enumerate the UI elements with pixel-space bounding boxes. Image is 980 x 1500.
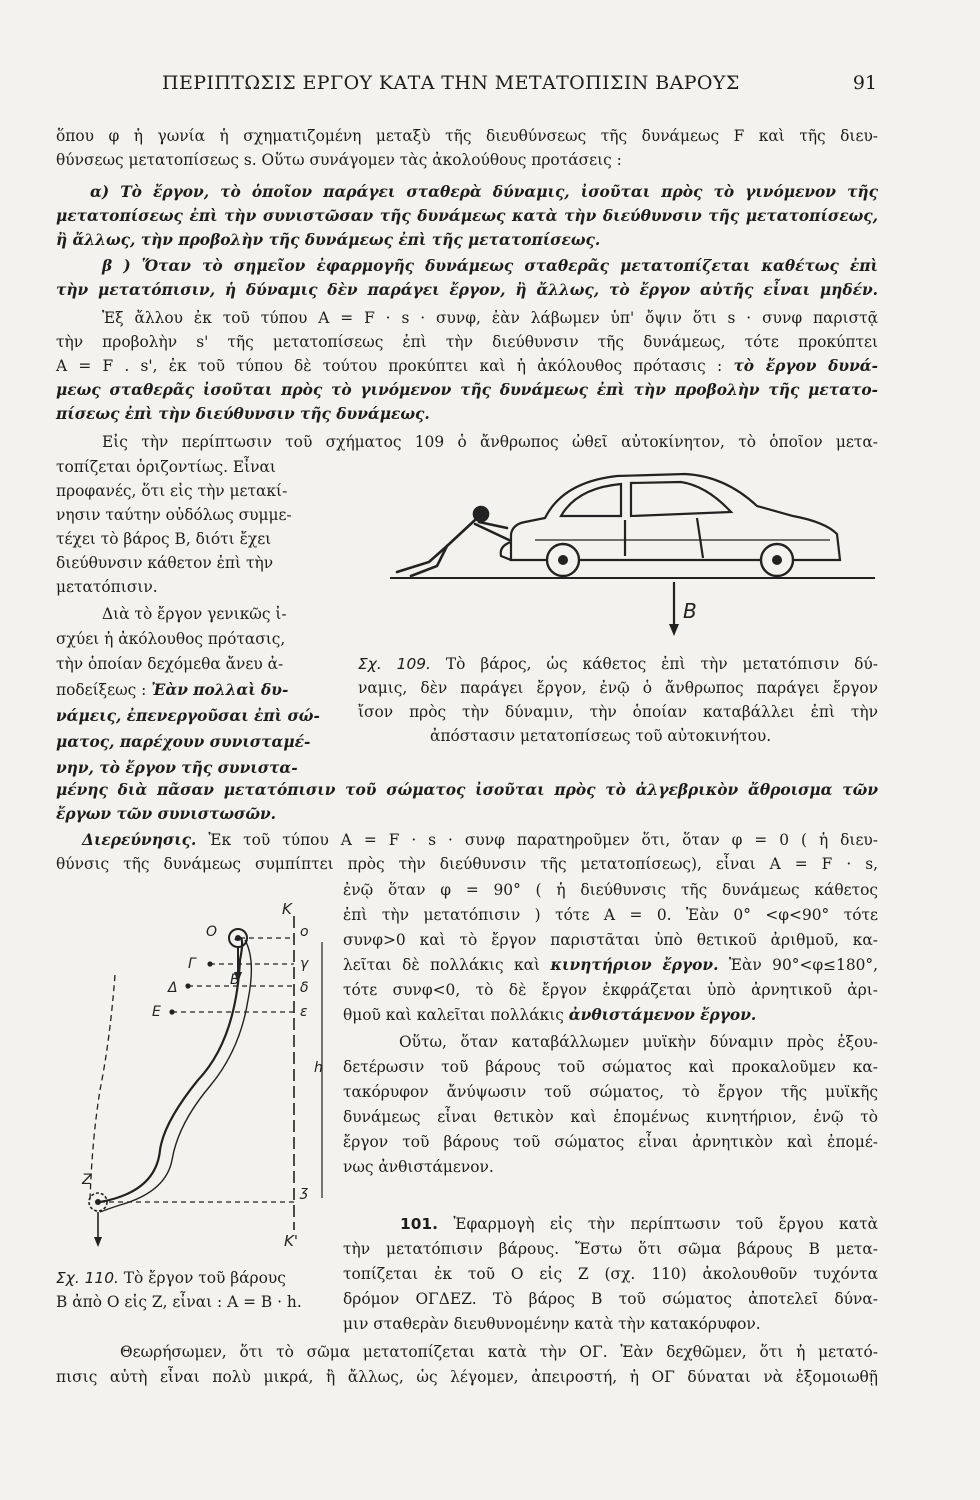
- general-line-4-bold: Ἐὰν πολλαὶ δυ-: [151, 681, 289, 699]
- weight-label-b: B: [683, 599, 697, 623]
- proposition-a-line-2: μετατοπίσεως ἐπὶ τὴν συνιστῶσαν τῆς δυνάμεως κατὰ τὴν διεύθυνσιν τῆς μετατοπίσεως,: [56, 207, 878, 225]
- general-line-4-text: ποδείξεως :: [56, 681, 147, 699]
- discussion-line-4: ἐπὶ τὴν μετατόπισιν ) τότε A = 0. Ἐὰν 0° <φ<90° τότε: [343, 906, 878, 924]
- muscle-line-4: δυνάμεως εἶναι θετικὸν καὶ ἑπομένως κινητήριον, ἐνῷ τὸ: [343, 1108, 878, 1126]
- discussion-label: Διερεύνησις.: [82, 831, 197, 849]
- muscle-line-2: δετέρωσιν τοῦ βάρους τοῦ σώματος καὶ προκαλοῦμεν κα-: [343, 1058, 878, 1076]
- label-e: E: [152, 1004, 161, 1020]
- proposition-a-line-1: α) Τὸ ἔργον, τὸ ὁποῖον παράγει σταθερὰ δύναμις, ἰσοῦται πρὸς τὸ γινόμενον τῆς: [90, 183, 878, 201]
- proposition-a-line-3: ἢ ἄλλως, τὴν προβολὴν τῆς δυνάμεως ἐπὶ τῆς μετατοπίσεως.: [56, 231, 601, 249]
- pushing-man-drawing: [397, 507, 509, 576]
- discussion-line-5: συνφ>0 καὶ τὸ ἔργον παριστᾶται ὑπὸ θετικοῦ ἀριθμοῦ, κα-: [343, 931, 878, 949]
- formula-paragraph-line-2: τὴν προβολὴν s' τῆς μετατοπίσεως ἐπὶ τὴν διεύθυνσιν τῆς δυνάμεως, τότε προκύπτει: [56, 333, 878, 351]
- figure-110-illustration: [60, 900, 345, 1265]
- figure-109-caption-line-4: ἀπόστασιν μετατοπίσεως τοῦ αὐτοκινήτου.: [430, 727, 772, 745]
- muscle-line-6: νως ἀνθιστάμενον.: [343, 1158, 494, 1176]
- section-101-line-5: μιν σταθερὰν διευθυνομένην κατὰ τὴν κατακόρυφον.: [343, 1315, 761, 1333]
- car-paragraph-line-3: προφανές, ὅτι εἰς τὴν μετακί-: [56, 482, 288, 500]
- label-delta: Δ: [168, 980, 178, 996]
- discussion-line-8-bold: ἀνθιστάμενον ἔργον.: [568, 1006, 757, 1024]
- discussion-line-2: θύνσις τῆς δυνάμεως συμπίπτει πρὸς τὴν διεύθυνσιν τῆς μετατοπίσεως), εἶναι A = F · s,: [56, 855, 878, 873]
- intro-line-1: ὅπου φ ἡ γωνία ἡ σχηματιζομένη μεταξὺ τῆς διευθύνσεως τῆς δυνάμεως F καὶ τῆς διευ-: [56, 127, 878, 145]
- figure-109-illustration: [385, 460, 885, 640]
- formula-paragraph-line-3-text: A = F . s', ἐκ τοῦ τύπου δὲ τούτου προκύπτει καὶ ἡ ἀκόλουθος πρότασις :: [56, 357, 723, 375]
- running-header: [0, 72, 980, 102]
- figure-109-caption-label: Σχ. 109.: [358, 655, 431, 673]
- section-101-line-1: [400, 1212, 878, 1236]
- label-k-prime: K': [284, 1232, 298, 1250]
- figure-109-caption-text-1: Τὸ βάρος, ὡς κάθετος ἐπὶ τὴν μετατόπισιν δύ-: [445, 655, 878, 673]
- proposition-b-line-1: β ) Ὅταν τὸ σημεῖον ἐφαρμογῆς δυνάμεως σταθερᾶς μετατοπίζεται καθέτως ἐπὶ: [102, 257, 878, 275]
- figure-110-caption-line-1: [56, 1266, 286, 1290]
- label-o-small: o: [300, 924, 309, 940]
- page-title: ΠΕΡΙΠΤΩΣΙΣ ΕΡΓΟΥ ΚΑΤΑ ΤΗΝ ΜΕΤΑΤΟΠΙΣΙΝ ΒΑΡΟΥΣ: [162, 72, 740, 94]
- formula-paragraph-line-1: Ἐξ ἄλλου ἐκ τοῦ τύπου A = F · s · συνφ, ἐὰν λάβωμεν ὑπ' ὄψιν ὅτι s · συνφ παριστᾷ: [102, 309, 878, 327]
- general-wide-line-2: ἔργων τῶν συνιστωσῶν.: [56, 805, 277, 823]
- general-line-2: σχύει ἡ ἀκόλουθος πρότασις,: [56, 630, 286, 648]
- level-lines: [100, 938, 294, 1202]
- discussion-line-1: [56, 828, 878, 852]
- weight-arrow-b: [669, 582, 679, 636]
- label-epsilon-small: ε: [300, 1004, 308, 1020]
- figure-109-caption-line-3: ἴσον πρὸς τὴν δύναμιν, τὴν ὁποίαν καταβάλλει ἐπὶ τὴν: [358, 703, 878, 721]
- discussion-line-7: τότε συνφ<0, τὸ δὲ ἔργον ἐκφράζεται ὑπὸ ἀρνητικοῦ ἀρι-: [343, 981, 878, 999]
- muscle-line-5: ἔργον τοῦ βάρους τοῦ σώματος εἶναι ἀρνητικὸν καὶ ἐπομέ-: [343, 1133, 878, 1151]
- label-k: K: [282, 900, 292, 918]
- figure-109-caption-line-2: ναμις, δὲν παράγει ἔργον, ἐνῷ ὁ ἄνθρωπος παράγει ἔργον: [358, 679, 878, 697]
- proposition-b-line-2: τὴν μετατόπισιν, ἡ δύναμις δὲν παράγει ἔργον, ἢ ἄλλως, τὸ ἔργον αὐτῆς εἶναι μηδέν.: [56, 281, 878, 299]
- label-gamma-small: γ: [300, 956, 309, 972]
- car-drawing: [501, 474, 840, 560]
- section-101-wide-line-1: Θεωρήσωμεν, ὅτι τὸ σῶμα μετατοπίζεται κατὰ τὴν ΟΓ. Ἐὰν δεχθῶμεν, ὅτι ἡ μετατό-: [120, 1343, 878, 1361]
- section-101-wide-line-2: πισις αὐτὴ εἶναι πολὺ μικρά, ἢ ἄλλως, ὡς λέγομεν, ἀπειροστή, ἡ ΟΓ δύναται νὰ ἐξομοιωθῇ: [56, 1368, 878, 1386]
- general-line-4: [56, 678, 288, 702]
- formula-paragraph-line-3: [56, 354, 878, 378]
- label-b-fig110: B: [230, 972, 240, 988]
- discussion-line-6: [343, 953, 878, 977]
- label-gamma: Γ: [188, 956, 196, 972]
- car-paragraph-line-4: νησιν ταύτην οὐδόλως συμμε-: [56, 506, 292, 524]
- section-101-number: 101.: [400, 1215, 438, 1233]
- section-101-line-3: τοπίζεται ἐκ τοῦ Ο εἰς Ζ (σχ. 110) ἀκολουθοῦν τυχόντα: [343, 1265, 878, 1283]
- car-paragraph-line-5: τέχει τὸ βάρος Β, διότι ἔχει: [56, 530, 272, 548]
- label-z-small: ʒ: [300, 1184, 309, 1200]
- car-paragraph-line-1: Εἰς τὴν περίπτωσιν τοῦ σχήματος 109 ὁ ἄνθρωπος ὠθεῖ αὐτοκίνητον, τὸ ὁποῖον μετα-: [102, 433, 878, 451]
- label-z: Z: [82, 1172, 92, 1188]
- dashed-construction-line: [90, 975, 115, 1200]
- figure-110-caption-text-1: Τὸ ἔργον τοῦ βάρους: [123, 1269, 286, 1287]
- car-paragraph-line-6: διεύθυνσιν κάθετον ἐπὶ τὴν: [56, 554, 274, 572]
- general-line-5: νάμεις, ἐπενεργοῦσαι ἐπὶ σώ-: [56, 707, 320, 725]
- car-paragraph-line-7: μετατόπισιν.: [56, 578, 158, 596]
- formula-paragraph-line-4: μεως σταθερᾶς ἰσοῦται πρὸς τὸ γινόμενον τῆς δυνάμεως ἐπὶ τὴν προβολὴν τῆς μετατο-: [56, 381, 878, 399]
- discussion-line-3: ἐνῷ ὅταν φ = 90° ( ἡ διεύθυνσις τῆς δυνάμεως κάθετος: [343, 881, 878, 899]
- body-center-o: [235, 935, 241, 941]
- discussion-line-6-text: λεῖται δὲ πολλάκις καὶ: [343, 956, 541, 974]
- car-paragraph-line-2: τοπίζεται ὁριζοντίως. Εἶναι: [56, 458, 276, 476]
- intro-line-2: θύνσεως μετατοπίσεως s. Οὕτω συνάγομεν τὰς ἀκολούθους προτάσεις :: [56, 151, 622, 169]
- page-number: 91: [852, 72, 877, 94]
- weight-arrow-b-at-z: [94, 1212, 102, 1247]
- discussion-line-6-bold: κινητήριον ἔργον.: [550, 956, 719, 974]
- formula-paragraph-line-5: πίσεως ἐπὶ τὴν διεύθυνσιν τῆς δυνάμεως.: [56, 405, 430, 423]
- formula-paragraph-line-3-bold: τὸ ἔργον δυνά-: [733, 357, 878, 375]
- general-line-3: τὴν ὁποίαν δεχόμεθα ἄνευ ἀ-: [56, 655, 284, 673]
- discussion-line-8-text: θμοῦ καὶ καλεῖται πολλάκις: [343, 1006, 564, 1024]
- section-101-line-2: τὴν μετατόπισιν βάρους. Ἔστω ὅτι σῶμα βάρους Β μετα-: [343, 1240, 878, 1258]
- discussion-line-1-text: Ἐκ τοῦ τύπου A = F · s · συνφ παρατηροῦμεν ὅτι, ὅταν φ = 0 ( ἡ διευ-: [208, 831, 878, 849]
- discussion-line-6-tail: Ἐὰν 90°<φ≤180°,: [728, 956, 878, 974]
- general-wide-line-1: μένης διὰ πᾶσαν μετατόπισιν τοῦ σώματος ἰσοῦται πρὸς τὸ ἀλγεβρικὸν ἄθροισμα τῶν: [56, 781, 878, 799]
- label-h: h: [314, 1060, 323, 1076]
- general-line-1: Διὰ τὸ ἔργον γενικῶς ἰ-: [102, 605, 287, 623]
- figure-110-caption-line-2: Β ἀπὸ Ο εἰς Ζ, εἶναι : A = B · h.: [56, 1293, 302, 1311]
- section-101-line-1-text: Ἐφαρμογὴ εἰς τὴν περίπτωσιν τοῦ ἔργου κατὰ: [453, 1215, 878, 1233]
- label-delta-small: δ: [300, 980, 309, 996]
- muscle-line-3: τακόρυφον ἄνύψωσιν τοῦ σώματος, τὸ ἔργον τῆς μυϊκῆς: [343, 1083, 878, 1101]
- discussion-line-8: [343, 1003, 756, 1027]
- label-o: O: [206, 924, 218, 940]
- general-line-6: ματος, παρέχουν συνισταμέ-: [56, 733, 311, 751]
- muscle-line-1: Οὕτω, ὅταν καταβάλλωμεν μυϊκὴν δύναμιν πρὸς ἐξου-: [399, 1033, 878, 1051]
- figure-110-caption-label: Σχ. 110.: [56, 1269, 119, 1287]
- section-101-line-4: δρόμον ΟΓΔΕΖ. Τὸ βάρος Β τοῦ σώματος ἀποτελεῖ δύνα-: [343, 1290, 878, 1308]
- general-line-7: νην, τὸ ἔργον τῆς συνιστα-: [56, 759, 298, 777]
- figure-109-caption-line-1: [358, 652, 878, 676]
- body-center-z: [95, 1199, 101, 1205]
